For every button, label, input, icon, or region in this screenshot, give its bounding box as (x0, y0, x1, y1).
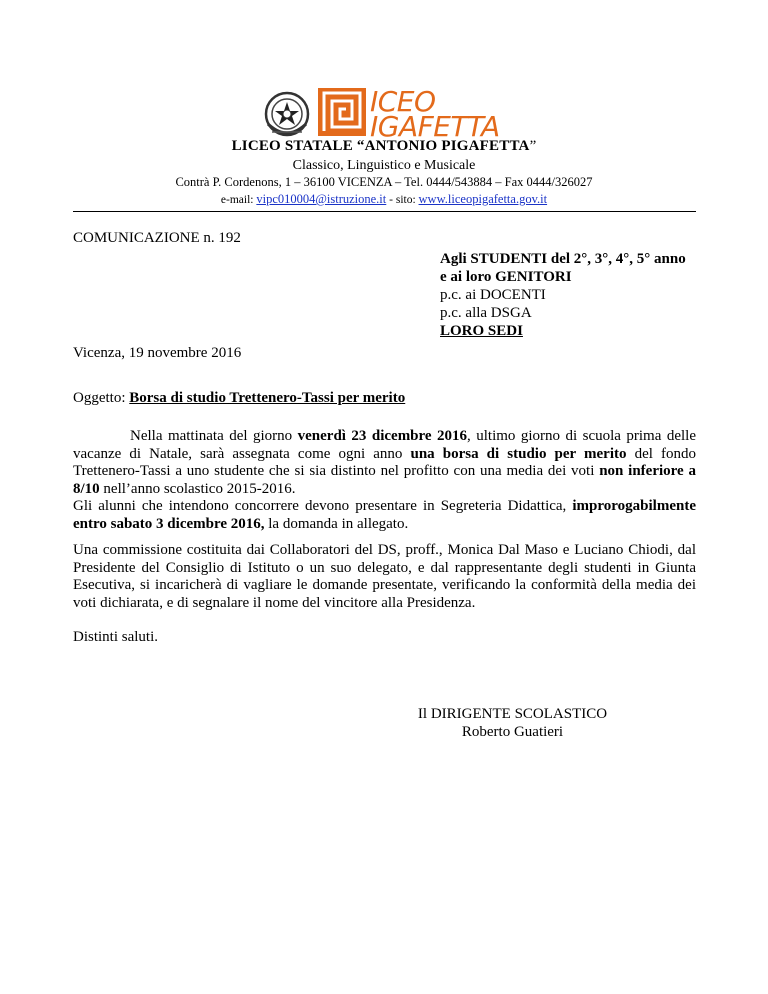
body-paragraph-1 (73, 428, 696, 533)
website-link[interactable]: www.liceopigafetta.gov.it (418, 192, 548, 206)
letter-date: Vicenza, 19 novembre 2016 (73, 345, 242, 361)
addressee-parents: e ai loro GENITORI (440, 269, 572, 285)
republic-emblem-icon (262, 90, 312, 142)
signature-block (400, 705, 625, 741)
p1-date: venerdì 23 dicembre 2016 (297, 428, 468, 444)
school-subtitle: Classico, Linguistico e Musicale (292, 158, 476, 173)
subject-line (73, 389, 405, 407)
school-address: Contrà P. Cordenons, 1 – 36100 VICENZA – Tel. 0444/543884 – Fax 0444/326027 (175, 175, 593, 189)
signature-role: Il DIRIGENTE SCOLASTICO (417, 706, 608, 722)
addressee-teachers: p.c. ai DOCENTI (440, 287, 546, 303)
logo-text-line1: ICEO (370, 85, 436, 118)
school-name (0, 138, 768, 155)
site-label: - sito: (386, 194, 419, 206)
closing-greeting: Distinti saluti. (73, 629, 159, 645)
p1-text-c: , ultimo giorno di scuola prima delle vacanze di Natale, sarà assegnata come ogni anno (73, 428, 696, 462)
p1b-text-a: Gli alunni che intendono concorrere devono presentare in Segreteria Didattica, (73, 498, 573, 514)
p1-scholarship: una borsa di studio per merito (410, 445, 627, 462)
addressee-dsga: p.c. alla DSGA (440, 305, 532, 321)
subject-label: Oggetto: (73, 390, 130, 406)
communication-number: COMUNICAZIONE n. 192 (73, 230, 241, 246)
email-label: e-mail: (220, 194, 257, 206)
p1-text-g: nell’anno scolastico 2015-2016. (99, 480, 296, 497)
signature-name: Roberto Guatieri (461, 724, 564, 740)
p1b-deadline: improrogabilmente entro sabato 3 dicembre 2016, (73, 498, 696, 532)
subject-text: Borsa di studio Trettenero-Tassi per merito (129, 390, 406, 406)
body-paragraph-2 (73, 542, 696, 612)
addressee-students: Agli STUDENTI del 2°, 3°, 4°, 5° anno (440, 251, 686, 267)
p1-threshold: non inferiore a 8/10 (73, 463, 697, 497)
p1b-text-c: la domanda in allegato. (264, 515, 409, 532)
school-name-tail: ” (529, 138, 537, 154)
school-contacts (0, 192, 768, 207)
p1-text-e: del fondo Trettenero-Tassi a uno studente che si sia distinto nel profitto con una media dei voti (73, 445, 696, 479)
email-link[interactable]: vipc010004@istruzione.it (256, 192, 387, 206)
addressees-block (440, 250, 686, 340)
school-name-main: LICEO STATALE “ANTONIO PIGAFETTA (231, 138, 530, 154)
p2-text: Una commissione costituita dai Collaboratori del DS, proff., Monica Dal Maso e Luciano Chiodi, dal Presidente del Consiglio di Istituto o un suo delegato, e dal rappresentante degli studenti in Giunta Esecutiva, si incaricherà di vagliare le domande presentate, verificando la conformità della media dei voti dichiarata, e di segnalare il nome del vincitore alla Presidenza. (73, 542, 696, 611)
header-divider (73, 211, 696, 212)
addressee-sedi: LORO SEDI (440, 323, 523, 339)
p1-text-a: Nella mattinata del giorno (130, 428, 298, 444)
logo-text-line2: IGAFETTA (370, 110, 500, 143)
